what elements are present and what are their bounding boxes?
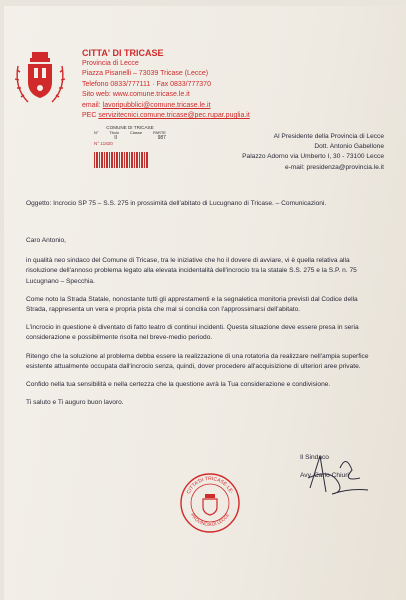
letterhead-address: Piazza Pisanelli – 73039 Tricase (Lecce): [82, 70, 209, 78]
protocol-value-titolo: II: [114, 135, 118, 141]
letterhead-site[interactable]: Sito web: www.comune.tricase.le.it: [82, 91, 190, 99]
seal-text-bottom: PROVINCIA DI LECCE: [189, 512, 231, 528]
closing: Ti saluto e Ti auguro buon lavoro.: [26, 399, 124, 407]
letterhead-phone: Telefono 0833/777111 · Fax 0833/777370: [82, 80, 211, 88]
recipient-line-2: Dott. Antonio Gabellone: [314, 143, 384, 151]
letterhead-email-row: [82, 101, 250, 111]
letterhead: [82, 48, 250, 121]
protocol-label-classe: Classe: [129, 130, 143, 135]
recipient-line-3: Palazzo Adorno via Umberto I, 30 - 73100 Lecce: [242, 153, 384, 161]
paragraph-2: Come noto la Strada Statale, nonostante tutti gli apprestamenti e la segnaletica monitoria previsti dal Codice della Strada, rappresenta un vera e propria pista che mal si concilia con l'approssimarsi dell'abitato.: [26, 295, 358, 314]
subject-line: Oggetto: Incrocio SP 75 – S.S. 275 in prossimità dell'abitato di Lucugnano di Tricase. – Comunicazioni.: [26, 200, 327, 207]
protocol-label-titolo: Titolo: [109, 130, 120, 135]
letterhead-province: Provincia di Lecce: [82, 60, 139, 67]
paragraph-5: Confido nella tua sensibilità e nella certezza che la questione avrà la Tua considerazione e condivisione.: [26, 381, 331, 389]
paragraph-1: in qualità neo sindaco del Comune di Tricase, tra le iniziative che ho il dovere di avviare, vi è quella relativa alla risoluzione dell'annoso problema legato alla elevata incidentalità dell'incrocio tra la statale S.S. 275 e la S.P. n. 75 Lucugnano – Specchia.: [26, 257, 357, 285]
municipal-seal-stamp: [178, 470, 242, 534]
recipient-line-4: e-mail: presidenza@provincia.le.it: [284, 163, 384, 171]
seal-text-top: CITTA'DI TRICASE·LE·: [185, 475, 235, 495]
recipient-block: [242, 132, 384, 173]
protocol-header: COMUNE DI TRICASE: [106, 125, 154, 130]
protocol-code: N° 11820: [94, 141, 113, 146]
pec-label: PEC: [82, 112, 97, 120]
signature-role: Il Sindaco: [300, 454, 329, 461]
protocol-barcode: [94, 152, 148, 168]
handwritten-signature: [280, 448, 376, 504]
paragraph-4: Ritengo che la soluzione al problema debba essere la realizzazione di una rotatoria da realizzare nell'ampia superfice esistente attualmente occupata dall'incrocio senza, quindi, dover procedere all'acquisizione di ulteriori aree private.: [26, 352, 369, 370]
letterhead-city: CITTA' DI TRICASE: [82, 48, 164, 58]
protocol-label-n: N°: [94, 130, 99, 135]
recipient-line-1: Al Presidente della Provincia di Lecce: [273, 133, 384, 140]
protocol-stamp: [94, 125, 166, 153]
letterhead-pec-row: [82, 111, 250, 121]
email-label: email:: [82, 101, 101, 109]
paragraph-3: L'incrocio in questione è diventato di fatto teatro di continui incidenti. Questa situazione deve essere presa in seria considerazione e possibilmente risolta nel breve-medio periodo.: [26, 324, 359, 342]
greeting: Caro Antonio,: [26, 237, 66, 244]
letter-body: [26, 236, 378, 416]
email-link[interactable]: lavoripubblici@comune.tricase.le.it: [102, 101, 211, 109]
protocol-value-parte: 987: [157, 135, 166, 141]
pec-link[interactable]: servizitecnici.comune.tricase@pec.rupar.puglia.it: [98, 112, 250, 120]
protocol-label-parte: PARTE: [153, 130, 166, 135]
signature-name: Avv. Carlo Chiuri: [300, 472, 349, 480]
city-crest-logo: [12, 48, 68, 110]
